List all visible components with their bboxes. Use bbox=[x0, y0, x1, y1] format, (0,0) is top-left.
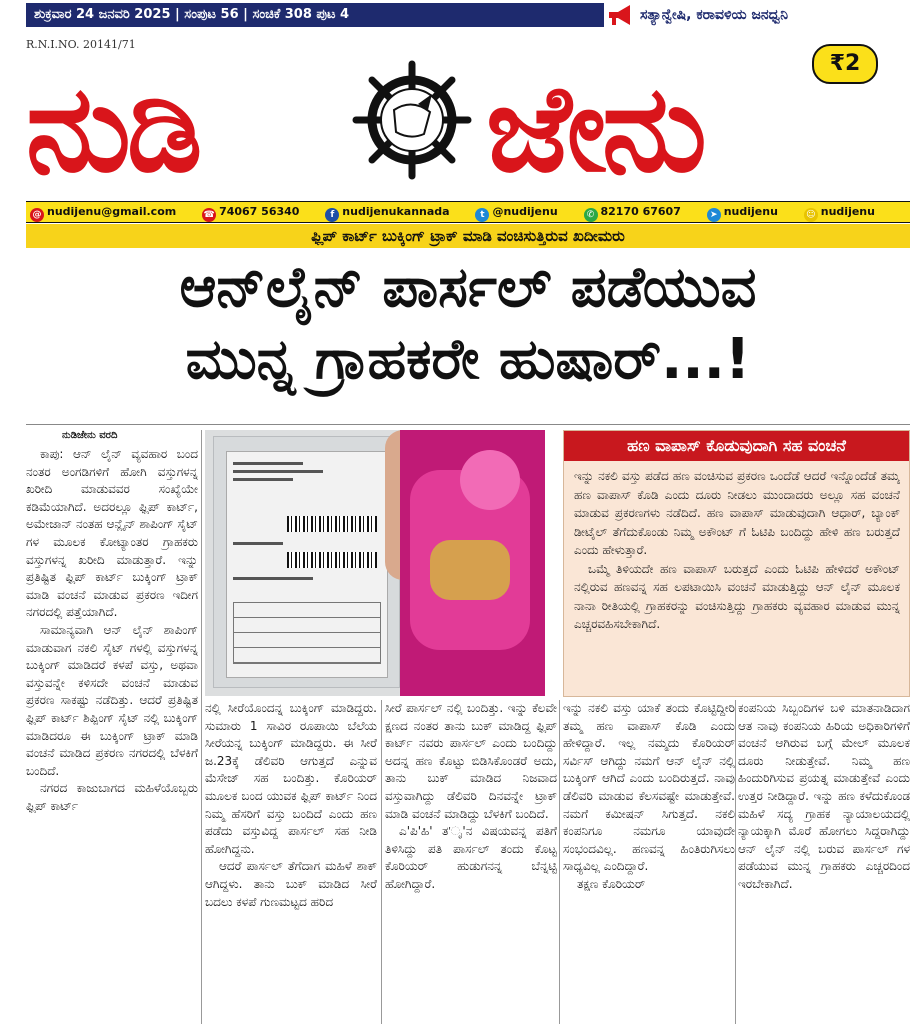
contact-snapchat-text: nudijenu bbox=[820, 205, 875, 218]
article-column-5 bbox=[738, 700, 910, 1024]
rni-number: R.N.I.NO. 20141/71 bbox=[26, 38, 136, 51]
shipping-label bbox=[226, 451, 388, 678]
contact-snapchat[interactable] bbox=[800, 202, 875, 222]
headline-line-2: ಮುನ್ನ ಗ್ರಾಹಕರೇ ಹುಷಾರ್...! bbox=[185, 327, 751, 392]
column-divider bbox=[559, 700, 560, 1024]
column-divider bbox=[201, 430, 202, 1024]
divider bbox=[26, 424, 910, 425]
barcode-icon bbox=[287, 552, 377, 568]
contact-telegram-text: nudijenu bbox=[723, 205, 778, 218]
column-4-para-2: ತಕ್ಷಣ ಕೊರಿಯರ್ bbox=[577, 876, 646, 891]
masthead-title-left: ನುಡಿ bbox=[26, 58, 199, 199]
column-5-para-1: ಕಂಪನಿಯ ಸಿಬ್ಬಂದಿಗಳ ಬಳಿ ಮಾತನಾಡಿದಾಗ ಆತ ನಾವು ಕಂಪನಿಯ ಹಿರಿಯ ಅಧಿಕಾರಿಗಳಿಗೆ ವಂಚನೆ ಆಗಿರುವ ಬಗ್ಗೆ ಮೇಲ್ ಮೂಲಕ ದೂರು ನೀಡುತ್ತೇವೆ. ನಿಮ್ಮ ಹಣ ಹಿಂದುರಿಗಿಸುವ ಪ್ರಯತ್ನ ಮಾಡುತ್ತೇವೆ ಎಂದು ಉತ್ತರ ನೀಡಿದ್ದಾರೆ. ಇನ್ನು ಹಣ ಕಳೆದುಕೊಂಡ ಮಹಿಳೆ ಸದ್ಯ ಗ್ರಾಹಕ ನ್ಯಾಯಾಲಯದಲ್ಲಿ ನ್ಯಾಯಕ್ಕಾಗಿ ಮೊರೆ ಹೋಗಲು ಸಿದ್ದರಾಗಿದ್ದು ಆನ್ ಲೈನ್ ನಲ್ಲಿ ಬರುವ ಪಾರ್ಸಲ್ ಗಳ ಪಡೆಯುವ ಮುನ್ನ ಗ್ರಾಹಕರು ಎಚ್ಚರದಿಂದ ಇರಬೇಕಾಗಿದೆ. bbox=[738, 701, 910, 891]
tagline: ಸತ್ಯಾನ್ವೇಷಿ, ಕರಾವಳಿಯ ಜನಧ್ವನಿ bbox=[640, 7, 788, 23]
contact-whatsapp[interactable] bbox=[580, 202, 681, 222]
column-2-para-2: ಆದರೆ ಪಾರ್ಸಲ್ ತೆಗೆದಾಗ ಮಹಿಳೆ ಶಾಕ್ ಆಗಿದ್ದಳು. ತಾನು ಬುಕ್ ಮಾಡಿದ ಸೀರೆ ಬದಲು ಕಳಪೆ ಗುಣಮಟ್ಟದ ಹರಿದ bbox=[205, 859, 377, 909]
sidebar-box-body bbox=[574, 467, 900, 695]
saree bbox=[400, 430, 545, 696]
column-2-para-1: ನಲ್ಲಿ ಸೀರೆಯೊಂದನ್ನ ಬುಕ್ಕಿಂಗ್ ಮಾಡಿದ್ದರು. ಸುಮಾರು 1 ಸಾವಿರ ರೂಪಾಯಿ ಬೆಲೆಯ ಸೀರೆಯನ್ನ ಬುಕ್ಕಿಂಗ್ ಮಾಡಿದ್ದರು. ಈ ಸೀರೆ ಜ.23ಕ್ಕೆ ಡೆಲಿವರಿ ಆಗುತ್ತದೆ ಎನ್ನುವ ಮೆಸೇಜ್ ಸಹ ಬಂದಿತ್ತು. ಕೊರಿಯರ್ ಮೂಲಕ ಬಂದ ಯುವಕ ಫ್ಲಿಪ್ ಕಾರ್ಟ್ ನಿಂದ ನಿಮ್ಮ ಹೆಸರಿಗೆ ವಸ್ತು ಬಂದಿದೆ ಎಂದು ಹಣ ಪಡೆದು ವಸ್ತುವಿದ್ದ ಪಾರ್ಸಲ್ ಸಹ ನೀಡಿ ಹೋಗಿದ್ದನು. bbox=[205, 701, 377, 856]
article-column-4 bbox=[563, 700, 735, 1024]
sidebar-box-title: ಹಣ ವಾಪಾಸ್ ಕೊಡುವುದಾಗಿ ಸಹ ವಂಚನೆ bbox=[564, 431, 909, 461]
column-3-para-1: ಸೀರೆ ಪಾರ್ಸಲ್ ನಲ್ಲಿ ಬಂದಿತ್ತು. ಇನ್ನು ಕೆಲವೇ ಕ್ಷಣದ ನಂತರ ತಾನು ಬುಕ್ ಮಾಡಿದ್ದ ಫ್ಲಿಪ್ ಕಾರ್ಟ್ ನವರು ಪಾರ್ಸಲ್ ಎಂದು ಬಂದಿದ್ದು ಅದನ್ನ ಹಣ ಕೊಟ್ಟು ಬಿಡಿಸಿಕೊಂಡರೆ ಅದು, ತಾನು ಬುಕ್ ಮಾಡಿದ ನಿಜವಾದ ವಸ್ತುವಾಗಿದ್ದು ಡೆಲಿವರಿ ದಿನವನ್ನೇ ಟ್ರಾಕ್ ಮಾಡಿ ವಂಚನೆ ಮಾಡಿದ್ದು ಬೆಳಕಿಗೆ ಬಂದಿದೆ. bbox=[385, 701, 557, 821]
contact-telegram[interactable] bbox=[703, 202, 778, 222]
contact-email-text: nudijenu@gmail.com bbox=[47, 205, 177, 218]
column-divider bbox=[735, 700, 736, 1024]
article-column-1 bbox=[26, 446, 198, 1024]
phone-icon: ☎ bbox=[203, 210, 215, 220]
parcel-package bbox=[213, 436, 400, 688]
label-table bbox=[233, 602, 381, 664]
top-bar bbox=[0, 0, 917, 30]
article-column-3 bbox=[385, 700, 557, 1024]
snapchat-icon: ☺ bbox=[804, 208, 818, 222]
mail-icon: @ bbox=[30, 208, 44, 222]
contact-facebook[interactable] bbox=[321, 202, 449, 222]
contact-phone-text: 74067 56340 bbox=[219, 205, 300, 218]
sidebar-box-para-2: ಒಮ್ಮೆ ತಿಳಿಯದೇ ಹಣ ವಾಪಾಸ್ ಬರುತ್ತದೆ ಎಂದು ಓಟಿಪಿ ಹೇಳಿದರೆ ಅಕೌಂಟ್ ನಲ್ಲಿರುವ ಹಣವನ್ನ ಸಹ ಲಪಟಾಯಿಸಿ ವಂಚನೆ ಮಾಡುತ್ತಿದ್ದು ಆನ್ ಲೈನ್ ಮೂಲಕ ನಾನಾ ರೀತಿಯಲ್ಲಿ ಗ್ರಾಹಕರನ್ನು ವಂಚಿಸುತ್ತಿದ್ದು ಗ್ರಾಹಕರು ವ್ಯವಹಾರ ಮಾಡುವ ಮುನ್ನ ಎಚ್ಚರವಹಿಸಬೇಕಾಗಿದೆ. bbox=[574, 561, 900, 631]
column-4-para-1: ಇನ್ನು ನಕಲಿ ವಸ್ತು ಯಾಕೆ ತಂದು ಕೊಟ್ಟಿದ್ದೀರಿ ತಮ್ಮ ಹಣ ವಾಪಾಸ್ ಕೊಡಿ ಎಂದು ಹೇಳಿದ್ದಾರೆ. ಇಲ್ಲ ನಮ್ಮದು ಕೊರಿಯರ್ ಸರ್ವಿಸ್ ಆಗಿದ್ದು ನಮಗೆ ಆನ್ ಲೈನ್ ನಲ್ಲಿ ಬುಕ್ಕಿಂಗ್ ಆಗಿದೆ ಎಂದು ಬಂದಿರುತ್ತದೆ. ನಾವು ಡೆಲಿವರಿ ಮಾಡುವ ಕೆಲಸವಷ್ಟೇ ಮಾಡುತ್ತೇವೆ. ನಮಗೆ ಕಮೀಷನ್ ಸಿಗುತ್ತದೆ. ನಕಲಿ ಕಂಪನಿಗೂ ನಮಗೂ ಯಾವುದೇ ಸಂಭಂದವಿಲ್ಲ. ಹಣವನ್ನ ಹಿಂತಿರುಗಿಸಲು ಸಾಧ್ಯವಿಲ್ಲ ಎಂದಿದ್ದಾರೆ. bbox=[563, 701, 735, 874]
column-1-para-2: ಸಾಮಾನ್ಯವಾಗಿ ಆನ್ ಲೈನ್ ಶಾಪಿಂಗ್ ಮಾಡುವಾಗ ನಕಲಿ ಸೈಟ್ ಗಳಲ್ಲಿ ವಸ್ತುಗಳನ್ನ ಬುಕ್ಕಿಂಗ್ ಮಾಡಿದರೆ ಕಳಪೆ ವಸ್ತು, ಅಥವಾ ವಸ್ತುವನ್ನೇ ಕಳಿಸದೇ ವಂಚನೆ ಮಾಡುವ ಪ್ರಕರಣ ಸಾಕಷ್ಟು ನಡೆದಿತ್ತು. ಆದರೆ ಪ್ರತಿಷ್ಟಿತ ಫ್ಲಿಪ್ ಕಾರ್ಟ್ ಶಿಪ್ಪಿಂಗ್ ಸೈಟ್ ನಲ್ಲಿ ಬುಕ್ಕಿಂಗ್ ಮಾಡಿದರೂ ಈ ಬುಕ್ಕಿಂಗ್ ಟ್ರಾಕ್ ಮಾಡಿ ವಂಚನೆ ಮಾಡಿದ ಪ್ರಕರಣ ನಗರದಲ್ಲಿ ಬೆಳಕಿಗೆ ಬಂದಿದೆ. bbox=[26, 622, 198, 778]
column-divider bbox=[381, 700, 382, 1024]
sidebar-box-para-1: ಇನ್ನು ನಕಲಿ ವಸ್ತು ಪಡೆದ ಹಣ ವಂಚಿಸುವ ಪ್ರಕರಣ ಒಂದೆಡೆ ಆದರೆ ಇನ್ನೊಂದೆಡೆ ತಮ್ಮ ಹಣ ವಾಪಾಸ್ ಕೊಡಿ ಎಂದು ದೂರು ನೀಡಲು ಮುಂದಾದರು ಅಲ್ಲೂ ಸಹ ವಂಚನೆ ಮಾಡುವ ಪ್ರಕರಣಗಳು ನಡೆದಿದೆ. ಹಣ ವಾಪಾಸ್ ಮಾಡುವುದಾಗಿ ಆಧಾರ್, ಬ್ಯಾಂಕ್ ಡೀಟೈಲ್ ತೆಗೆದುಕೊಂಡು ನಿಮ್ಮ ಅಕೌಂಟ್ ಗೆ ಓಟಿಪಿ ಬಂದಿದ್ದು ಹೇಳಿ ಹಣ ಬರುತ್ತದೆ ಎಂದು ಹೇಳುತ್ತಾರೆ. bbox=[574, 469, 900, 557]
contact-facebook-text: nudijenukannada bbox=[342, 205, 450, 218]
sidebar-box bbox=[563, 430, 910, 697]
ship-wheel-icon bbox=[352, 60, 472, 180]
byline: ನುಡಿಜೇನು ವರದಿ bbox=[62, 430, 118, 441]
column-3-para-2: ಎ'ಪಿ'ಹಿ' ತ'ೃ'ನ ವಿಷಯವನ್ನ ಪತಿಗೆ ತಿಳಿಸಿದ್ದು ಪತಿ ಪಾರ್ಸಲ್ ತಂದು ಕೊಟ್ಟ ಕೊರಿಯರ್ ಹುಡುಗನನ್ನ ಬೆನ್ನಟ್ಟಿ ಹೋಗಿದ್ದಾರೆ. bbox=[385, 824, 557, 891]
megaphone-icon bbox=[606, 2, 634, 28]
price-badge: ₹2 bbox=[812, 44, 878, 84]
telegram-icon: ➤ bbox=[707, 208, 721, 222]
dateline: ಶುಕ್ರವಾರ 24 ಜನವರಿ 2025 | ಸಂಪುಟ 56 | ಸಂಚಿಕೆ 308 ಪುಟ 4 bbox=[26, 3, 604, 27]
article-photo bbox=[205, 430, 545, 696]
facebook-icon: f bbox=[325, 208, 339, 222]
contact-bar bbox=[26, 201, 910, 223]
column-1-para-3: ನಗರದ ಕಾಜುಬಾಗದ ಮಹಿಳೆಯೊಬ್ಬರು ಫ್ಲಿಪ್ ಕಾರ್ಟ್ bbox=[26, 781, 198, 813]
article-headline bbox=[26, 252, 910, 396]
column-1-para-1: ಕಾಪು: ಆನ್ ಲೈನ್ ವ್ಯವಹಾರ ಬಂದ ನಂತರ ಅಂಗಡಿಗಳಿಗೆ ಹೋಗಿ ವಸ್ತುಗಳನ್ನ ಖರೀದಿ ಮಾಡುವವರ ಸಂಖ್ಯೆಯೇ ಕಡಿಮೆಯಾಗಿದೆ. ಅದರಲ್ಲೂ ಫ್ಲಿಪ್ ಕಾರ್ಟ್, ಅಮೇಜಾನ್ ನಂತಹ ಆನ್ಲೈನ್ ಶಾಪಿಂಗ್ ಸೈಟ್ ಗಳ ಮೂಲಕ ಕೋಟ್ಯಾಂತರ ಗ್ರಾಹಕರು ವಸ್ತುಗಳನ್ನ ಖರೀದಿ ಮಾಡುತ್ತಾರೆ. ಇನ್ನು ಪ್ರತಿಷ್ಟಿತ ಫ್ಲಿಪ್ ಕಾರ್ಟ್ ಬುಕ್ಕಿಂಗ್ ಟ್ರಾಕ್ ಮಾಡಿ ವಂಚನೆ ಮಾಡುವ ಪ್ರಕರಣ ಇದೀಗ ನಗರದಲ್ಲಿ ಪತ್ತೆಯಾಗಿದೆ. bbox=[26, 447, 198, 620]
twitter-icon: t bbox=[475, 208, 489, 222]
contact-phone[interactable] bbox=[198, 202, 299, 222]
contact-twitter[interactable] bbox=[471, 202, 557, 222]
contact-email[interactable] bbox=[26, 202, 176, 222]
article-column-2 bbox=[205, 700, 377, 1024]
contact-whatsapp-text: 82170 67607 bbox=[600, 205, 681, 218]
whatsapp-icon: ✆ bbox=[584, 208, 598, 222]
article-kicker: ಫ್ಲಿಪ್ ಕಾರ್ಟ್ ಬುಕ್ಕಿಂಗ್ ಟ್ರಾಕ್ ಮಾಡಿ ವಂಚಿಸುತ್ತಿರುವ ಖದೀಮರು bbox=[26, 224, 910, 248]
contact-twitter-text: @nudijenu bbox=[492, 205, 558, 218]
headline-line-1: ಆನ್‌ಲೈನ್ ಪಾರ್ಸಲ್ ಪಡೆಯುವ bbox=[179, 255, 757, 320]
masthead-title-right: ಜೇನು bbox=[486, 58, 703, 199]
barcode-icon bbox=[287, 516, 377, 532]
